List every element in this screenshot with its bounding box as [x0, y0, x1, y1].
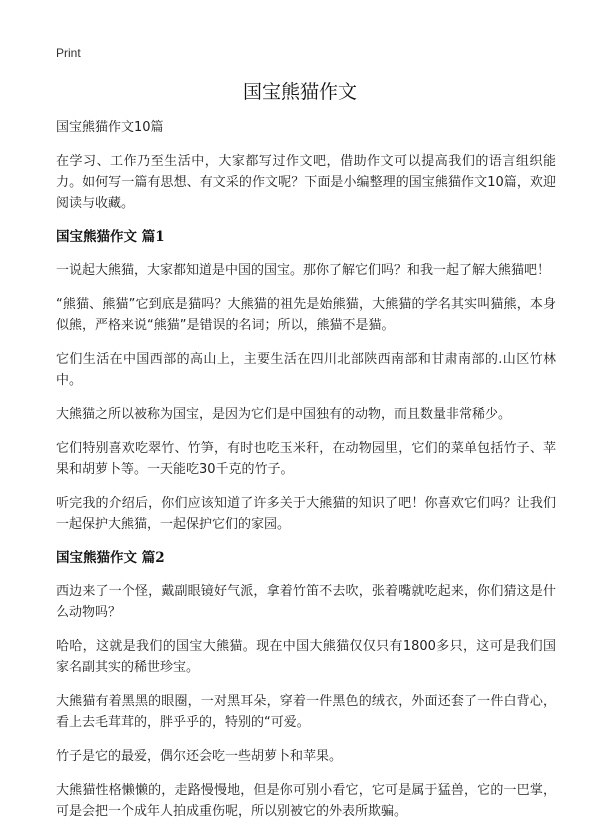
- article-subtitle: 国宝熊猫作文10篇: [56, 120, 164, 135]
- paragraph: 大熊猫性格懒懒的，走路慢慢地，但是你可别小看它，它可是属于猛兽，它的一巴掌，可是会把一个成年人拍成重伤呢，所以别被它的外表所欺骗。: [56, 783, 556, 819]
- section-heading-1: [56, 227, 556, 247]
- paragraph: 哈哈，这就是我们的国宝大熊猫。现在中国大熊猫仅仅只有1800多只，这可是我们国家名副其实的稀世珍宝。: [56, 639, 556, 675]
- paragraph: 大熊猫有着黑黑的眼圈，一对黑耳朵，穿着一件黑色的绒衣，外面还套了一件白背心，看上去毛茸茸的，胖乎乎的，特别的“可爱。: [56, 694, 556, 730]
- paragraph: 大熊猫之所以被称为国宝，是因为它们是中国独有的动物，而且数量非常稀少。: [56, 407, 512, 422]
- section-heading-text: 国宝熊猫作文 篇: [56, 229, 156, 245]
- page-title: 国宝熊猫作文: [242, 81, 357, 103]
- print-link[interactable]: Print: [56, 46, 81, 60]
- intro-paragraph: 在学习、工作乃至生活中，大家都写过作文吧，借助作文可以提高我们的语言组织能力。如何写一篇有思想、有文采的作文呢？下面是小编整理的国宝熊猫作文10篇，欢迎阅读与收藏。: [56, 154, 556, 211]
- paragraph: 一说起大熊猫，大家都知道是中国的国宝。那你了解它们吗？和我一起了解大熊猫吧！: [56, 263, 551, 278]
- section-heading-number: 2: [155, 550, 165, 566]
- section-heading-2: [56, 548, 556, 568]
- paragraph: 它们生活在中国西部的高山上，主要生活在四川北部陕西南部和甘肃南部的.山区竹林中。: [56, 352, 556, 388]
- paragraph: 西边来了一个怪，戴副眼镜好气派，拿着竹笛不去吹，张着嘴就吃起来，你们猜这是什么动物吗？: [56, 584, 556, 620]
- paragraph: 它们特别喜欢吃翠竹、竹笋，有时也吃玉米秆，在动物园里，它们的菜单包括竹子、苹果和胡萝卜等。一天能吃30千克的竹子。: [56, 441, 556, 477]
- paragraph: “熊猫、熊猫”它到底是猫吗？大熊猫的祖先是始熊猫，大熊猫的学名其实叫猫熊，本身似熊，严格来说“熊猫”是错误的名词；所以，熊猫不是猫。: [56, 297, 556, 333]
- paragraph: 竹子是它的最爱，偶尔还会吃一些胡萝卜和苹果。: [56, 749, 343, 764]
- article-body: [56, 119, 556, 828]
- paragraph: 听完我的介绍后，你们应该知道了许多关于大熊猫的知识了吧！你喜欢它们吗？让我们一起保护大熊猫，一起保护它们的家园。: [56, 496, 556, 532]
- section-heading-text: 国宝熊猫作文 篇: [56, 550, 156, 566]
- section-heading-number: 1: [155, 229, 165, 245]
